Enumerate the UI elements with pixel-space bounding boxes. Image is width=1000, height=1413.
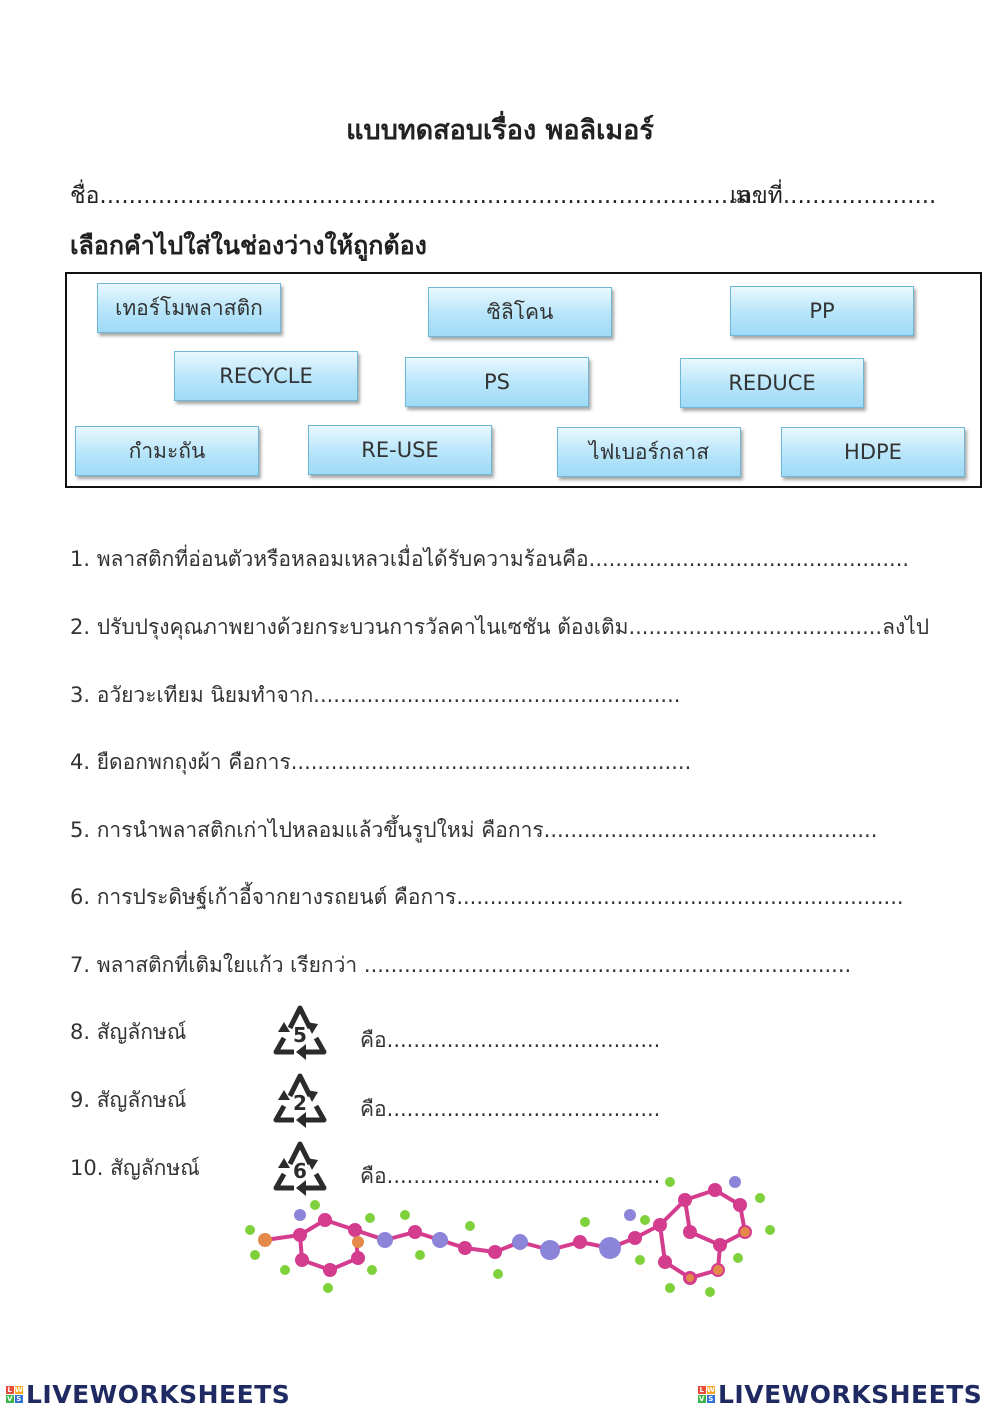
question-2[interactable]: 2. ปรับปรุงคุณภาพยางด้วยกระบวนการวัลคาไนเซชัน ต้องเติม......................................ลงไป [70,615,930,639]
page-title: แบบทดสอบเรื่อง พอลิเมอร์ [346,115,654,146]
word-reuse[interactable]: RE-USE [308,425,492,475]
word-bank [65,272,982,488]
recycle-2-icon [268,1066,332,1130]
question-6[interactable]: 6. การประดิษฐ์เก้าอี้จากยางรถยนต์ คือการ................................................................... [70,885,904,909]
word-pp[interactable]: PP [730,286,914,336]
instruction: เลือกคำไปใส่ในช่องว่างให้ถูกต้อง [70,231,427,260]
question-9-label: 9. สัญลักษณ์ [70,1088,187,1112]
number-field[interactable]: เลขที่..................... [730,183,937,209]
word-ps[interactable]: PS [405,357,589,407]
question-3[interactable]: 3. อวัยวะเทียม นิยมทำจาก....................................................... [70,683,681,707]
logo-badge-icon: L W V S [699,1386,716,1403]
recycle-code-5: 5 [293,1023,307,1047]
logo-text: LIVEWORKSHEETS [26,1380,291,1409]
liveworksheets-logo-left [6,1380,290,1409]
liveworksheets-logo-right [698,1380,982,1409]
name-field[interactable]: ชื่อ.......................................................................................ม. [70,183,758,209]
answer-8[interactable]: คือ......................................... [360,1028,661,1052]
recycle-code-6: 6 [293,1159,307,1183]
answer-9[interactable]: คือ......................................... [360,1097,661,1121]
question-10-label: 10. สัญลักษณ์ [70,1156,200,1180]
logo-text: LIVEWORKSHEETS [718,1380,983,1409]
question-1[interactable]: 1. พลาสติกที่อ่อนตัวหรือหลอมเหลวเมื่อได้รับความร้อนคือ................................................ [70,547,910,571]
question-7[interactable]: 7. พลาสติกที่เติมใยแก้ว เรียกว่า ......................................................................... [70,953,852,977]
word-recycle[interactable]: RECYCLE [174,351,358,401]
word-reduce[interactable]: REDUCE [680,358,864,408]
logo-badge-icon: L W V S [7,1386,24,1403]
question-5[interactable]: 5. การนำพลาสติกเก่าไปหลอมแล้วขึ้นรูปใหม่ คือการ.................................................. [70,818,878,842]
word-silicone[interactable]: ซิลิโคน [428,287,612,337]
answer-10[interactable]: คือ......................................... [360,1164,661,1188]
word-sulfur[interactable]: กำมะถัน [75,426,259,476]
recycle-code-2: 2 [293,1091,307,1115]
word-fiberglass[interactable]: ไฟเบอร์กลาส [557,427,741,477]
word-hdpe[interactable]: HDPE [781,427,965,477]
word-thermoplastic[interactable]: เทอร์โมพลาสติก [97,283,281,333]
question-4[interactable]: 4. ยืดอกพกถุงผ้า คือการ............................................................ [70,750,692,774]
recycle-5-icon [268,998,332,1062]
molecule-illustration [240,1170,785,1300]
question-8-label: 8. สัญลักษณ์ [70,1020,187,1044]
